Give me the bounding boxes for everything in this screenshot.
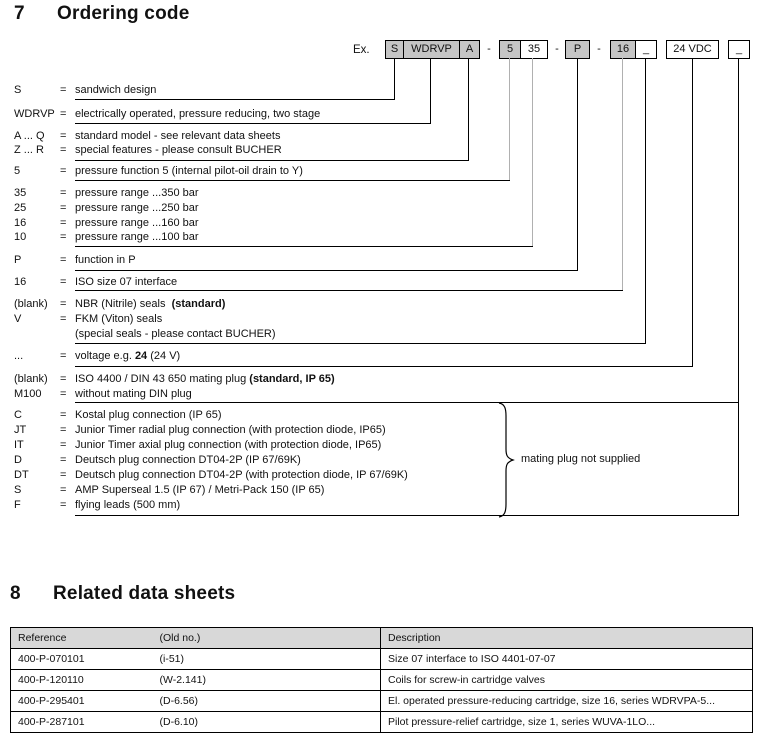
ordering-code-box: S bbox=[385, 40, 404, 59]
section-7-number: 7 bbox=[14, 3, 25, 24]
row-equals: = bbox=[60, 373, 67, 385]
section-8-heading bbox=[10, 583, 235, 605]
ordering-row bbox=[14, 499, 180, 512]
table-cell: Size 07 interface to ISO 4401-07-07 bbox=[381, 649, 753, 670]
ladder-vertical-line bbox=[645, 58, 646, 343]
row-description: ISO size 07 interface bbox=[75, 276, 178, 288]
row-underline bbox=[75, 290, 623, 291]
row-underline bbox=[75, 515, 739, 516]
row-equals: = bbox=[60, 409, 67, 421]
ladder-vertical-line bbox=[577, 58, 578, 270]
row-equals: = bbox=[60, 499, 67, 511]
row-code: JT bbox=[14, 424, 27, 436]
table-cell: Pilot pressure-relief cartridge, size 1, series WUVA-1LO... bbox=[381, 712, 753, 733]
ladder-vertical-line bbox=[692, 58, 693, 366]
related-data-sheets-table bbox=[10, 627, 753, 733]
box-separator-dash: - bbox=[487, 43, 491, 55]
ladder-vertical-line bbox=[738, 58, 739, 515]
ladder-vertical-line bbox=[532, 58, 533, 246]
ordering-code-box: _ bbox=[635, 40, 657, 59]
example-label: Ex. bbox=[353, 44, 370, 56]
ordering-row bbox=[14, 328, 276, 341]
row-equals: = bbox=[60, 469, 67, 481]
row-description: Kostal plug connection (IP 65) bbox=[75, 409, 222, 421]
table-cell: (i-51) bbox=[153, 649, 381, 670]
row-description: Junior Timer axial plug connection (with protection diode, IP65) bbox=[75, 439, 382, 451]
ordering-row bbox=[14, 350, 180, 363]
row-code: S bbox=[14, 84, 22, 96]
row-code bbox=[14, 328, 60, 341]
ordering-row bbox=[14, 202, 199, 215]
row-equals: = bbox=[60, 439, 67, 451]
row-description: pressure range ...160 bar bbox=[75, 217, 199, 229]
row-description: sandwich design bbox=[75, 84, 157, 96]
ordering-code-box: _ bbox=[728, 40, 750, 59]
row-description: AMP Superseal 1.5 (IP 67) / Metri-Pack 150 (IP 65) bbox=[75, 484, 325, 496]
row-underline bbox=[75, 180, 510, 181]
ordering-row bbox=[14, 276, 177, 289]
row-equals: = bbox=[60, 313, 67, 325]
box-separator-dash: - bbox=[597, 43, 601, 55]
row-equals: = bbox=[60, 130, 67, 142]
row-code: A ... Q bbox=[14, 130, 45, 142]
row-code: D bbox=[14, 454, 22, 466]
row-description: voltage e.g. 24 (24 V) bbox=[75, 350, 181, 362]
ladder-vertical-line bbox=[622, 58, 623, 290]
table-header-cell: (Old no.) bbox=[153, 628, 381, 649]
row-code: Z ... R bbox=[14, 144, 44, 156]
table-cell: 400-P-120110 bbox=[11, 670, 153, 691]
ordering-row bbox=[14, 187, 199, 200]
row-code: ... bbox=[14, 350, 24, 362]
row-equals: = bbox=[60, 454, 67, 466]
table-row bbox=[11, 712, 753, 733]
table-cell: (D-6.10) bbox=[153, 712, 381, 733]
table-cell: (D-6.56) bbox=[153, 691, 381, 712]
row-equals: = bbox=[60, 276, 67, 288]
row-description: ISO 4400 / DIN 43 650 mating plug (standard, IP 65) bbox=[75, 373, 335, 385]
ladder-vertical-line bbox=[468, 58, 469, 160]
row-equals: = bbox=[60, 231, 67, 243]
ladder-vertical-line bbox=[430, 58, 431, 123]
ladder-vertical-line bbox=[509, 58, 510, 180]
row-description: (special seals - please contact BUCHER) bbox=[75, 328, 276, 340]
row-code: C bbox=[14, 409, 22, 421]
ordering-row bbox=[14, 84, 156, 97]
row-description: standard model - see relevant data sheets bbox=[75, 130, 281, 142]
row-underline bbox=[75, 402, 739, 403]
ordering-code-box: WDRVP bbox=[403, 40, 460, 59]
ladder-vertical-line bbox=[394, 58, 395, 99]
box-separator-dash: - bbox=[555, 43, 559, 55]
table-cell: 400-P-295401 bbox=[11, 691, 153, 712]
row-equals: = bbox=[60, 165, 67, 177]
row-description: special features - please consult BUCHER bbox=[75, 144, 282, 156]
row-equals: = bbox=[60, 298, 67, 310]
row-equals: = bbox=[60, 187, 67, 199]
row-code: IT bbox=[14, 439, 24, 451]
table-cell: Coils for screw-in cartridge valves bbox=[381, 670, 753, 691]
row-code: (blank) bbox=[14, 373, 48, 385]
row-equals: = bbox=[60, 84, 67, 96]
table-header-cell: Reference bbox=[11, 628, 153, 649]
row-equals: = bbox=[60, 144, 67, 156]
table-cell: 400-P-287101 bbox=[11, 712, 153, 733]
ordering-row bbox=[14, 165, 303, 178]
table-row bbox=[11, 670, 753, 691]
row-equals: = bbox=[60, 108, 67, 120]
row-code: (blank) bbox=[14, 298, 48, 310]
row-underline bbox=[75, 160, 469, 161]
row-code: 16 bbox=[14, 217, 27, 229]
row-description: NBR (Nitrile) seals (standard) bbox=[75, 298, 226, 310]
table-header-cell: Description bbox=[381, 628, 753, 649]
row-code: WDRVP bbox=[14, 108, 55, 120]
ordering-row bbox=[14, 144, 282, 157]
ordering-row bbox=[14, 313, 162, 326]
ordering-code-box: 35 bbox=[520, 40, 548, 59]
ordering-row bbox=[14, 108, 320, 121]
ordering-row bbox=[14, 217, 199, 230]
row-underline bbox=[75, 270, 578, 271]
row-code: 25 bbox=[14, 202, 27, 214]
row-code: 5 bbox=[14, 165, 21, 177]
row-code: F bbox=[14, 499, 21, 511]
ordering-row bbox=[14, 439, 381, 452]
row-equals bbox=[60, 328, 75, 341]
table-row bbox=[11, 691, 753, 712]
table-cell: El. operated pressure-reducing cartridge, size 16, series WDRVPA-5... bbox=[381, 691, 753, 712]
row-equals: = bbox=[60, 388, 67, 400]
ordering-code-box: A bbox=[459, 40, 480, 59]
row-description: pressure function 5 (internal pilot-oil drain to Y) bbox=[75, 165, 303, 177]
row-code: DT bbox=[14, 469, 29, 481]
row-code: P bbox=[14, 254, 22, 266]
ordering-row bbox=[14, 454, 301, 467]
row-description: pressure range ...350 bar bbox=[75, 187, 199, 199]
ordering-code-box: 5 bbox=[499, 40, 521, 59]
row-equals: = bbox=[60, 202, 67, 214]
row-description: pressure range ...250 bar bbox=[75, 202, 199, 214]
ordering-row bbox=[14, 409, 222, 422]
row-underline bbox=[75, 366, 693, 367]
ordering-code-box: 24 VDC bbox=[666, 40, 719, 59]
row-description: function in P bbox=[75, 254, 136, 266]
ordering-row bbox=[14, 388, 192, 401]
ordering-row bbox=[14, 298, 225, 311]
row-description: Deutsch plug connection DT04-2P (with protection diode, IP 67/69K) bbox=[75, 469, 408, 481]
row-description: FKM (Viton) seals bbox=[75, 313, 163, 325]
row-code: 10 bbox=[14, 231, 27, 243]
ordering-row bbox=[14, 254, 136, 267]
section-7-title: Ordering code bbox=[57, 3, 190, 24]
row-underline bbox=[75, 343, 646, 344]
row-code: M100 bbox=[14, 388, 42, 400]
table-cell: (W-2.141) bbox=[153, 670, 381, 691]
ordering-row bbox=[14, 424, 386, 437]
section-8-number: 8 bbox=[10, 583, 21, 604]
table-row bbox=[11, 649, 753, 670]
row-code: 16 bbox=[14, 276, 27, 288]
row-code: 35 bbox=[14, 187, 27, 199]
brace-note: mating plug not supplied bbox=[521, 453, 641, 465]
ordering-code-box: P bbox=[565, 40, 590, 59]
row-equals: = bbox=[60, 254, 67, 266]
row-underline bbox=[75, 246, 533, 247]
row-description: flying leads (500 mm) bbox=[75, 499, 181, 511]
table-header-row bbox=[11, 628, 753, 649]
row-underline bbox=[75, 99, 395, 100]
row-description: pressure range ...100 bar bbox=[75, 231, 199, 243]
row-equals: = bbox=[60, 484, 67, 496]
ordering-row bbox=[14, 231, 199, 244]
right-brace-icon bbox=[498, 402, 516, 523]
ordering-row bbox=[14, 130, 280, 143]
row-equals: = bbox=[60, 350, 67, 362]
row-description: without mating DIN plug bbox=[75, 388, 192, 400]
row-code: S bbox=[14, 484, 22, 496]
ordering-row bbox=[14, 373, 335, 386]
ordering-row bbox=[14, 484, 324, 497]
section-8-title: Related data sheets bbox=[53, 583, 236, 604]
row-equals: = bbox=[60, 217, 67, 229]
row-description: Junior Timer radial plug connection (with protection diode, IP65) bbox=[75, 424, 386, 436]
section-7-heading bbox=[14, 3, 189, 25]
row-underline bbox=[75, 123, 431, 124]
row-description: Deutsch plug connection DT04-2P (IP 67/69K) bbox=[75, 454, 301, 466]
ordering-row bbox=[14, 469, 408, 482]
row-code: V bbox=[14, 313, 22, 325]
ordering-code-box: 16 bbox=[610, 40, 636, 59]
row-equals: = bbox=[60, 424, 67, 436]
table-cell: 400-P-070101 bbox=[11, 649, 153, 670]
row-description: electrically operated, pressure reducing, two stage bbox=[75, 108, 321, 120]
